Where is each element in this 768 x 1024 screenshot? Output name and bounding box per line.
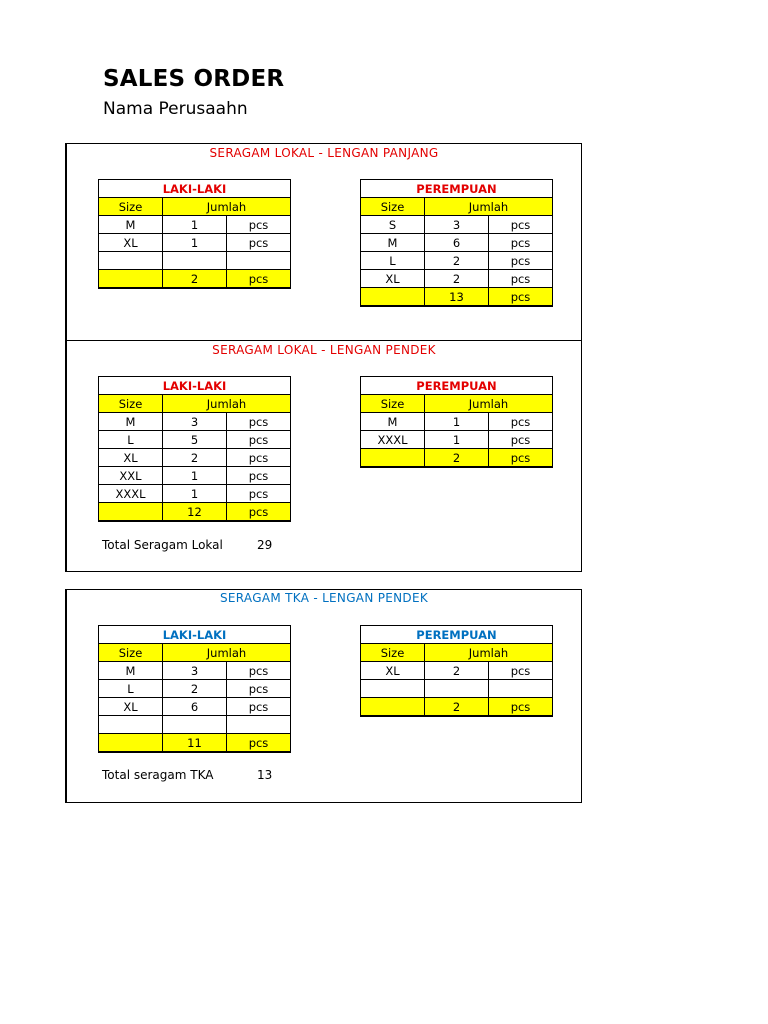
unit-cell: pcs [489,431,553,449]
size-cell [99,716,163,734]
total-row [361,449,553,468]
section-title: SERAGAM LOKAL - LENGAN PANJANG [209,146,439,160]
size-cell [361,680,425,698]
unit-cell: pcs [489,216,553,234]
qty-cell: 1 [163,234,227,252]
size-cell: XL [99,234,163,252]
table-row [99,467,291,485]
col-size-header: Size [99,395,163,413]
section-tka-lengan-pendek [65,589,582,803]
total-qty-cell: 2 [425,449,489,468]
table-heading-row [99,180,291,198]
size-cell: S [361,216,425,234]
qty-cell: 3 [163,662,227,680]
col-size-header: Size [361,644,425,662]
size-cell: XL [361,270,425,288]
size-cell: L [99,431,163,449]
total-row [361,698,553,717]
qty-cell: 2 [425,270,489,288]
unit-cell: pcs [227,662,291,680]
total-unit-cell: pcs [227,503,291,522]
total-size-cell [99,270,163,289]
qty-cell: 6 [163,698,227,716]
size-cell: M [99,216,163,234]
unit-cell: pcs [489,662,553,680]
total-unit-cell: pcs [489,449,553,468]
table-row [361,252,553,270]
gender-label: LAKI-LAKI [99,377,291,395]
unit-cell: pcs [227,413,291,431]
col-size-header: Size [99,644,163,662]
table-row [99,698,291,716]
gender-label: PEREMPUAN [361,626,553,644]
table-row [99,662,291,680]
table-row [361,662,553,680]
table-row [99,449,291,467]
unit-cell: pcs [227,449,291,467]
table-heading-row [99,626,291,644]
table-perempuan [360,179,553,307]
unit-cell: pcs [227,467,291,485]
size-cell: L [99,680,163,698]
size-cell: XL [361,662,425,680]
col-jumlah-header: Jumlah [425,198,553,216]
unit-cell: pcs [227,234,291,252]
column-header-row [361,644,553,662]
size-cell: XXXL [99,485,163,503]
size-cell: M [361,413,425,431]
table-row [99,431,291,449]
qty-cell: 1 [163,485,227,503]
total-size-cell [361,288,425,307]
unit-cell [489,680,553,698]
section-lokal-lengan-pendek [65,340,582,572]
total-size-cell [361,449,425,468]
total-seragam-tka [102,768,273,782]
table-perempuan [360,376,553,468]
unit-cell: pcs [227,216,291,234]
col-size-header: Size [361,395,425,413]
size-cell: XXXL [361,431,425,449]
qty-cell: 6 [425,234,489,252]
gender-label: PEREMPUAN [361,377,553,395]
unit-cell: pcs [227,698,291,716]
qty-cell: 2 [425,662,489,680]
total-row [99,270,291,289]
qty-cell [163,252,227,270]
qty-cell: 2 [163,449,227,467]
qty-cell: 2 [425,252,489,270]
table-row [99,716,291,734]
unit-cell [227,252,291,270]
total-unit-cell: pcs [227,270,291,289]
table-row [99,234,291,252]
column-header-row [99,644,291,662]
unit-cell: pcs [489,270,553,288]
qty-cell: 1 [163,216,227,234]
table-row [361,431,553,449]
total-size-cell [99,503,163,522]
section-title: SERAGAM LOKAL - LENGAN PENDEK [212,343,436,357]
total-qty-cell: 2 [425,698,489,717]
table-perempuan [360,625,553,717]
col-jumlah-header: Jumlah [163,644,291,662]
table-row [361,234,553,252]
document-title: SALES ORDER [103,66,285,92]
size-cell: XL [99,698,163,716]
column-header-row [99,198,291,216]
summary-value: 29 [257,538,273,552]
qty-cell [163,716,227,734]
table-row [99,252,291,270]
summary-label: Total seragam TKA [102,768,214,782]
total-seragam-lokal [102,538,273,552]
table-row [99,680,291,698]
unit-cell: pcs [227,431,291,449]
qty-cell [425,680,489,698]
gender-label: PEREMPUAN [361,180,553,198]
qty-cell: 1 [163,467,227,485]
unit-cell: pcs [489,252,553,270]
table-heading-row [99,377,291,395]
size-cell: XL [99,449,163,467]
table-row [361,270,553,288]
gender-label: LAKI-LAKI [99,180,291,198]
qty-cell: 3 [163,413,227,431]
size-cell: XXL [99,467,163,485]
size-cell: M [99,413,163,431]
company-name: Nama Perusaahn [103,99,248,119]
col-jumlah-header: Jumlah [163,395,291,413]
table-row [361,216,553,234]
column-header-row [361,395,553,413]
unit-cell: pcs [227,680,291,698]
col-jumlah-header: Jumlah [163,198,291,216]
section-lokal-lengan-panjang [65,143,582,341]
summary-label: Total Seragam Lokal [102,538,223,552]
table-heading-row [361,180,553,198]
total-unit-cell: pcs [489,698,553,717]
table-row [99,485,291,503]
total-size-cell [361,698,425,717]
col-size-header: Size [99,198,163,216]
col-size-header: Size [361,198,425,216]
table-laki-laki [98,376,291,522]
total-row [99,734,291,753]
qty-cell: 1 [425,431,489,449]
unit-cell: pcs [489,234,553,252]
total-qty-cell: 2 [163,270,227,289]
table-heading-row [361,626,553,644]
table-laki-laki [98,179,291,289]
table-row [99,413,291,431]
table-laki-laki [98,625,291,753]
summary-value: 13 [257,768,273,782]
total-size-cell [99,734,163,753]
table-row [361,413,553,431]
size-cell [99,252,163,270]
size-cell: M [99,662,163,680]
qty-cell: 2 [163,680,227,698]
column-header-row [99,395,291,413]
total-qty-cell: 11 [163,734,227,753]
table-row [361,680,553,698]
unit-cell: pcs [489,413,553,431]
total-row [99,503,291,522]
qty-cell: 5 [163,431,227,449]
total-unit-cell: pcs [489,288,553,307]
col-jumlah-header: Jumlah [425,395,553,413]
unit-cell [227,716,291,734]
size-cell: M [361,234,425,252]
gender-label: LAKI-LAKI [99,626,291,644]
total-qty-cell: 12 [163,503,227,522]
column-header-row [361,198,553,216]
size-cell: L [361,252,425,270]
total-unit-cell: pcs [227,734,291,753]
total-row [361,288,553,307]
table-heading-row [361,377,553,395]
total-qty-cell: 13 [425,288,489,307]
qty-cell: 1 [425,413,489,431]
section-title: SERAGAM TKA - LENGAN PENDEK [219,591,428,605]
qty-cell: 3 [425,216,489,234]
table-row [99,216,291,234]
unit-cell: pcs [227,485,291,503]
col-jumlah-header: Jumlah [425,644,553,662]
